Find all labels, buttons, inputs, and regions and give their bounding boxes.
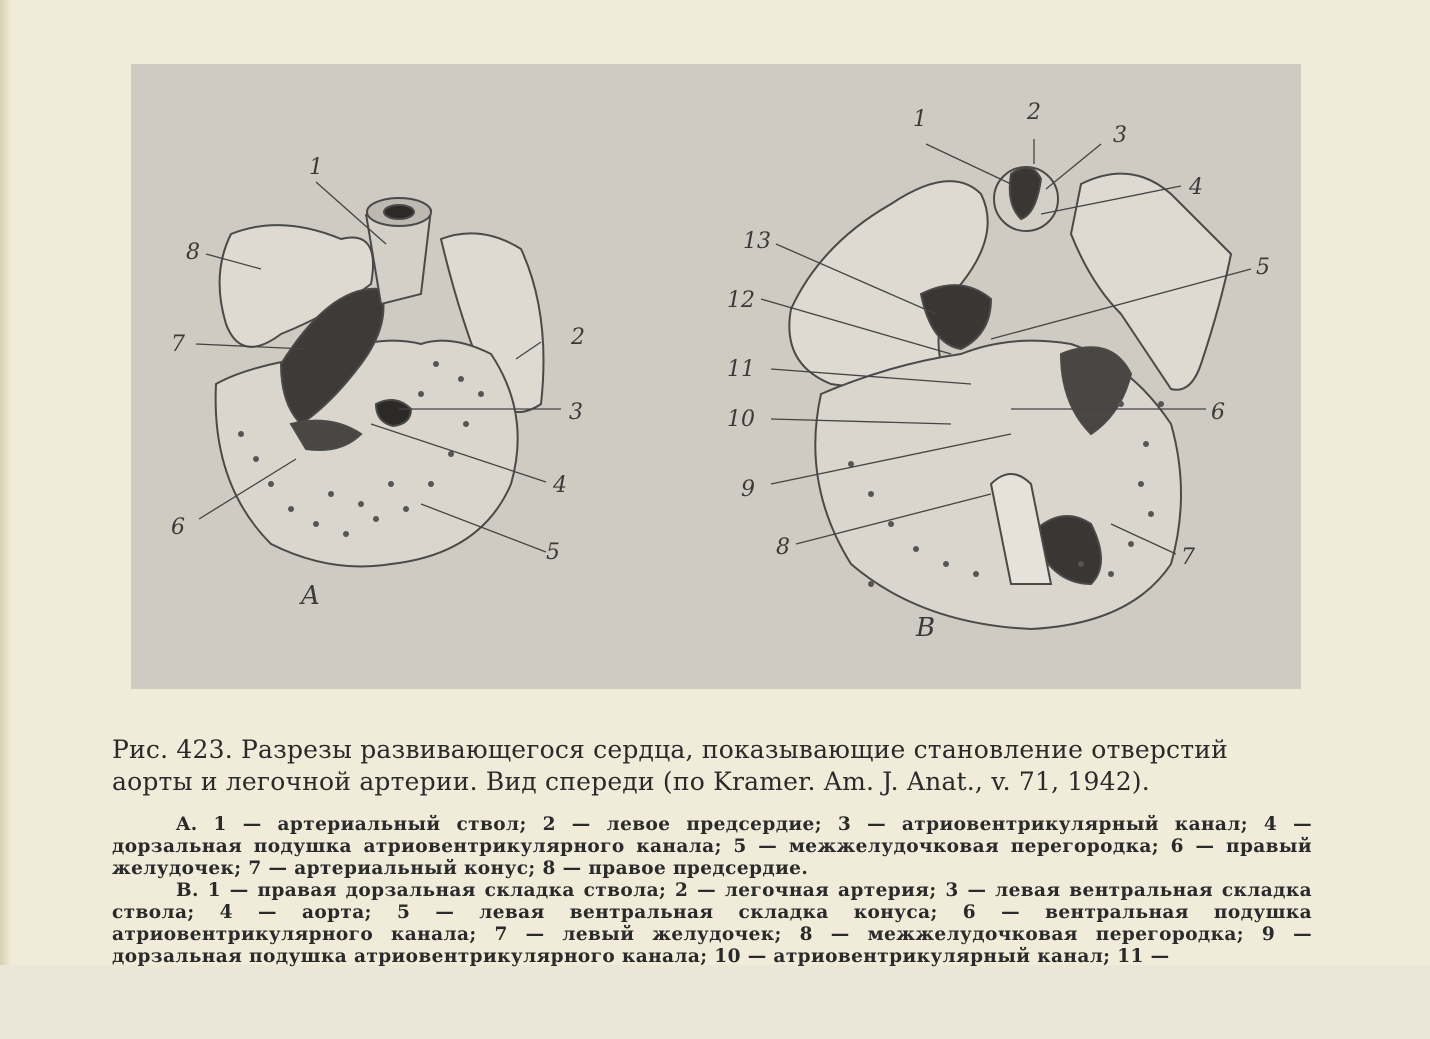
panel-a-drawing	[216, 198, 544, 567]
panel-b-label-6: 6	[1211, 400, 1225, 425]
heart-sections-figure	[131, 64, 1301, 689]
panel-b-drawing	[789, 167, 1231, 629]
panel-b-label-8: 8	[776, 535, 790, 560]
figure-caption	[112, 734, 1312, 967]
panel-a-label-6: 6	[171, 515, 185, 540]
page-bottom-strip	[0, 965, 1430, 1039]
panel-b-label-4: 4	[1189, 175, 1203, 200]
panel-a-label-5: 5	[546, 540, 560, 565]
figure-legend	[112, 814, 1312, 968]
panel-b-label-3: 3	[1113, 123, 1127, 148]
legend-clip	[112, 814, 1312, 967]
panel-a-label-1: 1	[309, 155, 323, 180]
panel-b-label-1: 1	[913, 107, 927, 132]
panel-a-label-7: 7	[171, 332, 185, 357]
legend-panel-b: B. 1 — правая дорзальная складка ствола; 2 — легочная артерия; 3 — левая вентральная складка ствола; 4 — аорта; 5 — левая вентральная складка конуса; 6 — вентральная подушка атриовентрикулярного канала; 7 — левый желудочек; 8 — межжелудочковая перегородка; 9 — дорзальная подушка атриовентрикулярного канала; 10 — атриовентрикулярный канал; 11 —	[112, 880, 1312, 967]
panel-b-label-7: 7	[1181, 545, 1195, 570]
panel-b-label-13: 13	[743, 229, 771, 254]
panel-a-label-3: 3	[569, 400, 583, 425]
figure-plate	[131, 64, 1301, 689]
panel-a-letter: A	[301, 581, 320, 611]
panel-a-label-4: 4	[553, 473, 567, 498]
panel-b-label-10: 10	[727, 407, 755, 432]
panel-a-label-8: 8	[186, 240, 200, 265]
panel-b-label-9: 9	[741, 477, 755, 502]
panel-b-letter: B	[916, 613, 936, 643]
legend-panel-a: A. 1 — артериальный ствол; 2 — левое предсердие; 3 — атриовентрикулярный канал; 4 — дорзальная подушка атриовентрикулярного канала; 5 — межжелудочковая перегородка; 6 — правый желудочек; 7 — артериальный конус; 8 — правое предсердие.	[112, 814, 1312, 879]
panel-b-label-5: 5	[1256, 255, 1270, 280]
panel-b-label-11: 11	[727, 357, 755, 382]
panel-a-label-2: 2	[571, 325, 585, 350]
panel-b-label-12: 12	[727, 288, 755, 313]
page-edge-shadow	[0, 0, 12, 965]
panel-b-label-2: 2	[1027, 100, 1041, 125]
caption-title: Рис. 423. Разрезы развивающегося сердца, показывающие становление отверстий аорты и легочной артерии. Вид спереди (по Kramer. Am. J. Anat., v. 71, 1942).	[112, 735, 1228, 796]
